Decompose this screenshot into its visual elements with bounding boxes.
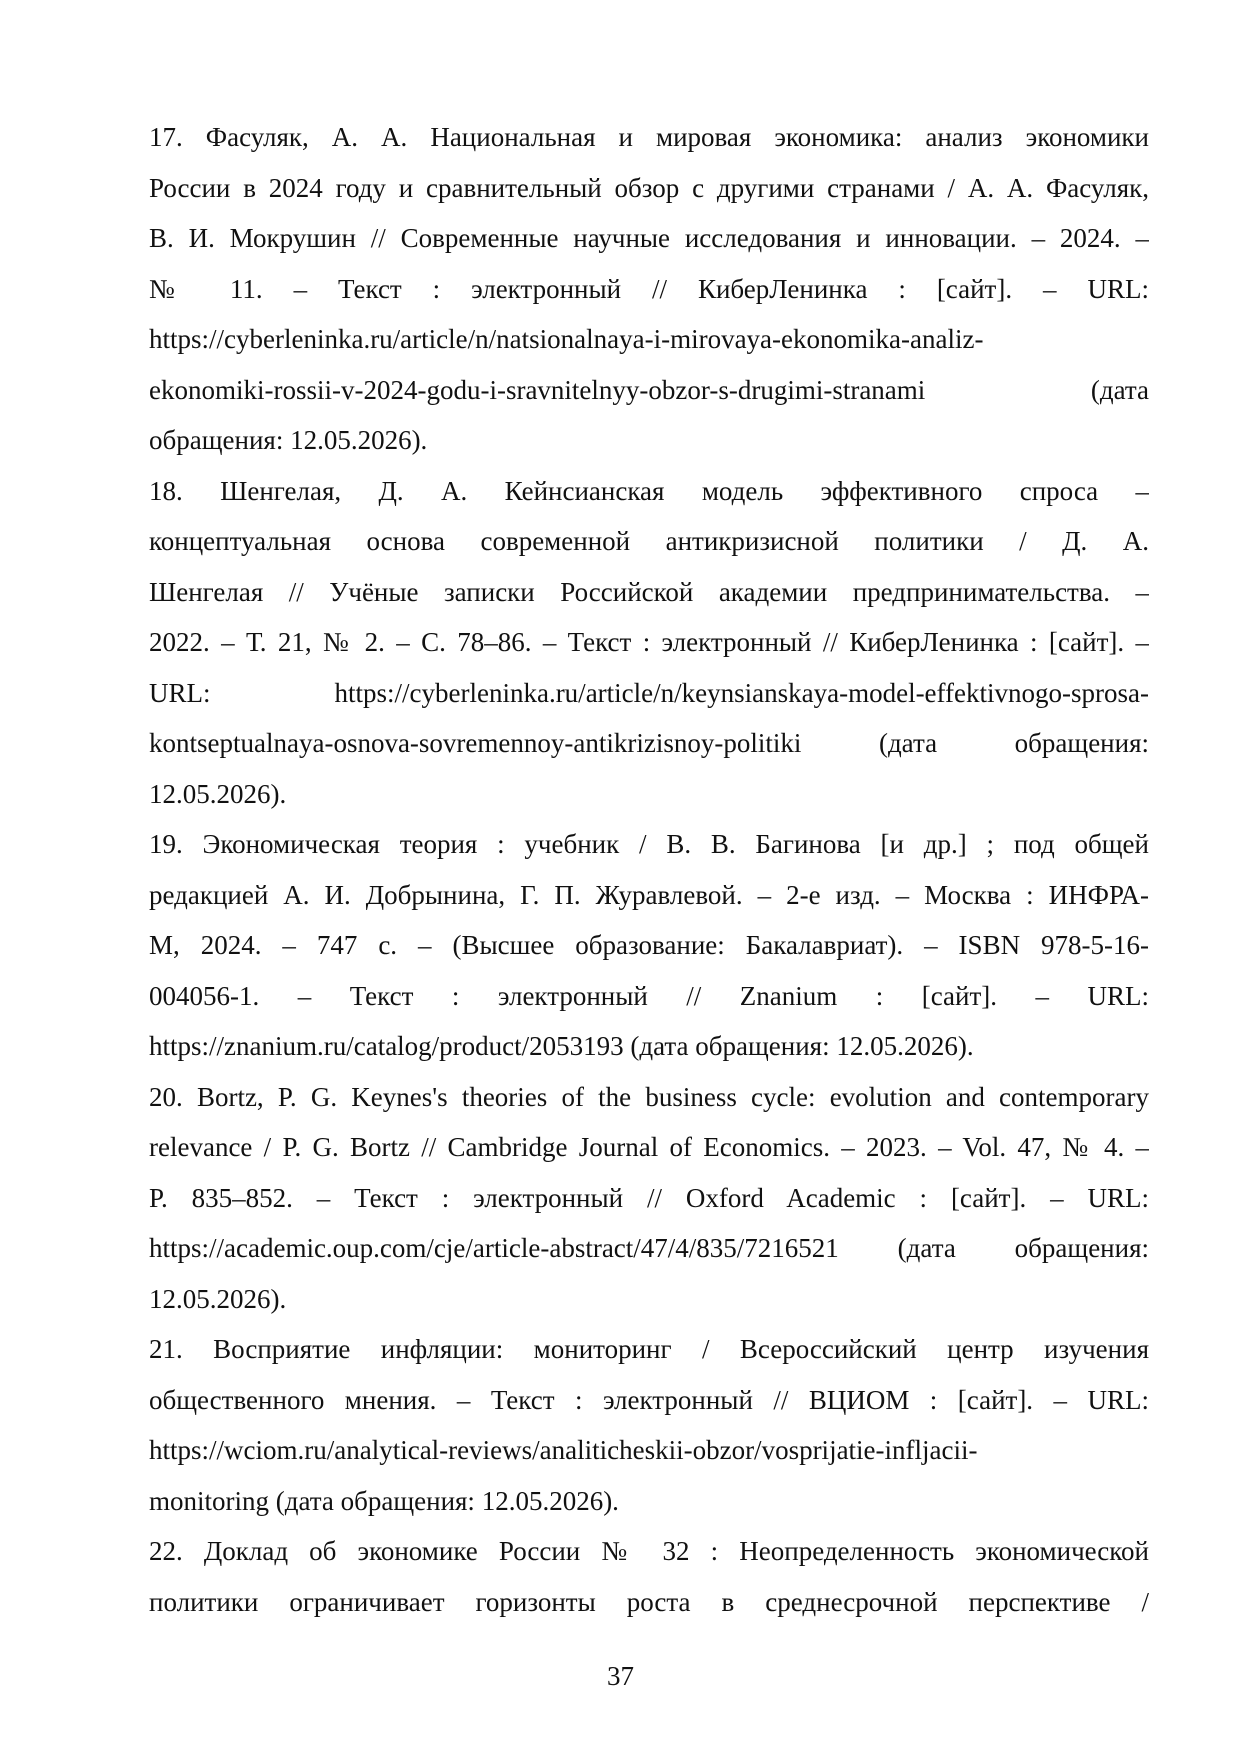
reference-item-18: [149, 466, 1149, 820]
reference-line: редакцией А. И. Добрынина, Г. П. Журавлевой. – 2-е изд. – Москва : ИНФРА-: [149, 879, 1149, 910]
reference-line: 2022. – Т. 21, № 2. – С. 78–86. – Текст : электронный // КиберЛенинка : [сайт]. –: [149, 627, 1149, 657]
reference-list: [149, 112, 1149, 1627]
reference-line: России в 2024 году и сравнительный обзор с другими странами / А. А. Фасуляк,: [149, 172, 1149, 203]
reference-line: relevance / P. G. Bortz // Cambridge Journal of Economics. – 2023. – Vol. 47, № 4. –: [149, 1132, 1149, 1162]
page-number: 37: [607, 1661, 634, 1691]
reference-line: 20. Bortz, P. G. Keynes's theories of the business cycle: evolution and contemporary: [149, 1081, 1149, 1112]
reference-line: М, 2024. – 747 с. – (Высшее образование: Бакалавриат). – ISBN 978-5-16-: [149, 930, 1149, 960]
reference-url-line: https://wciom.ru/analytical-reviews/analiticheskii-obzor/vosprijatie-infljacii-: [149, 1435, 978, 1465]
reference-item-22: [149, 1526, 1149, 1627]
reference-url-line: https://znanium.ru/catalog/product/2053193 (дата обращения: 12.05.2026).: [149, 1031, 974, 1061]
reference-line: В. И. Мокрушин // Современные научные исследования и инновации. – 2024. –: [149, 223, 1149, 253]
reference-line: 004056-1. – Текст : электронный // Znanium : [сайт]. – URL:: [149, 980, 1149, 1011]
reference-access-date: monitoring (дата обращения: 12.05.2026).: [149, 1485, 619, 1516]
reference-line: 18. Шенгелая, Д. А. Кейнсианская модель эффективного спроса –: [149, 475, 1149, 506]
reference-url-line: https://academic.oup.com/cje/article-abstract/47/4/835/7216521 (дата обращения:: [149, 1233, 1149, 1263]
reference-url-line: https://cyberleninka.ru/article/n/natsionalnaya-i-mirovaya-ekonomika-analiz-: [149, 324, 984, 354]
reference-line: 21. Восприятие инфляции: мониторинг / Всероссийский центр изучения: [149, 1334, 1149, 1364]
reference-url-line: kontseptualnaya-osnova-sovremennoy-antikrizisnoy-politiki (дата обращения:: [149, 728, 1149, 758]
reference-line: Шенгелая // Учёные записки Российской академии предпринимательства. –: [149, 576, 1149, 607]
reference-item-19: [149, 819, 1149, 1072]
reference-access-date: обращения: 12.05.2026).: [149, 425, 428, 455]
reference-url-line: ekonomiki-rossii-v-2024-godu-i-sravnitelnyy-obzor-s-drugimi-stranami (дата: [149, 374, 1149, 405]
reference-item-20: [149, 1072, 1149, 1325]
reference-line: концептуальная основа современной антикризисной политики / Д. А.: [149, 526, 1149, 556]
reference-line: политики ограничивает горизонты роста в среднесрочной перспективе /: [149, 1586, 1149, 1617]
reference-access-date: 12.05.2026).: [149, 1283, 287, 1314]
reference-line: P. 835–852. – Текст : электронный // Oxford Academic : [сайт]. – URL:: [149, 1182, 1149, 1213]
reference-line: № 11. – Текст : электронный // КиберЛенинка : [сайт]. – URL:: [149, 273, 1149, 304]
reference-line: 19. Экономическая теория : учебник / В. В. Багинова [и др.] ; под общей: [149, 829, 1149, 859]
reference-line: 22. Доклад об экономике России № 32 : Неопределенность экономической: [149, 1536, 1149, 1566]
reference-line: 17. Фасуляк, А. А. Национальная и мировая экономика: анализ экономики: [149, 122, 1149, 152]
reference-item-21: [149, 1324, 1149, 1526]
reference-url-line: URL: https://cyberleninka.ru/article/n/keynsianskaya-model-effektivnogo-sprosa-: [149, 677, 1149, 708]
reference-line: общественного мнения. – Текст : электронный // ВЦИОМ : [сайт]. – URL:: [149, 1384, 1149, 1415]
reference-access-date: 12.05.2026).: [149, 778, 287, 809]
reference-item-17: [149, 112, 1149, 466]
